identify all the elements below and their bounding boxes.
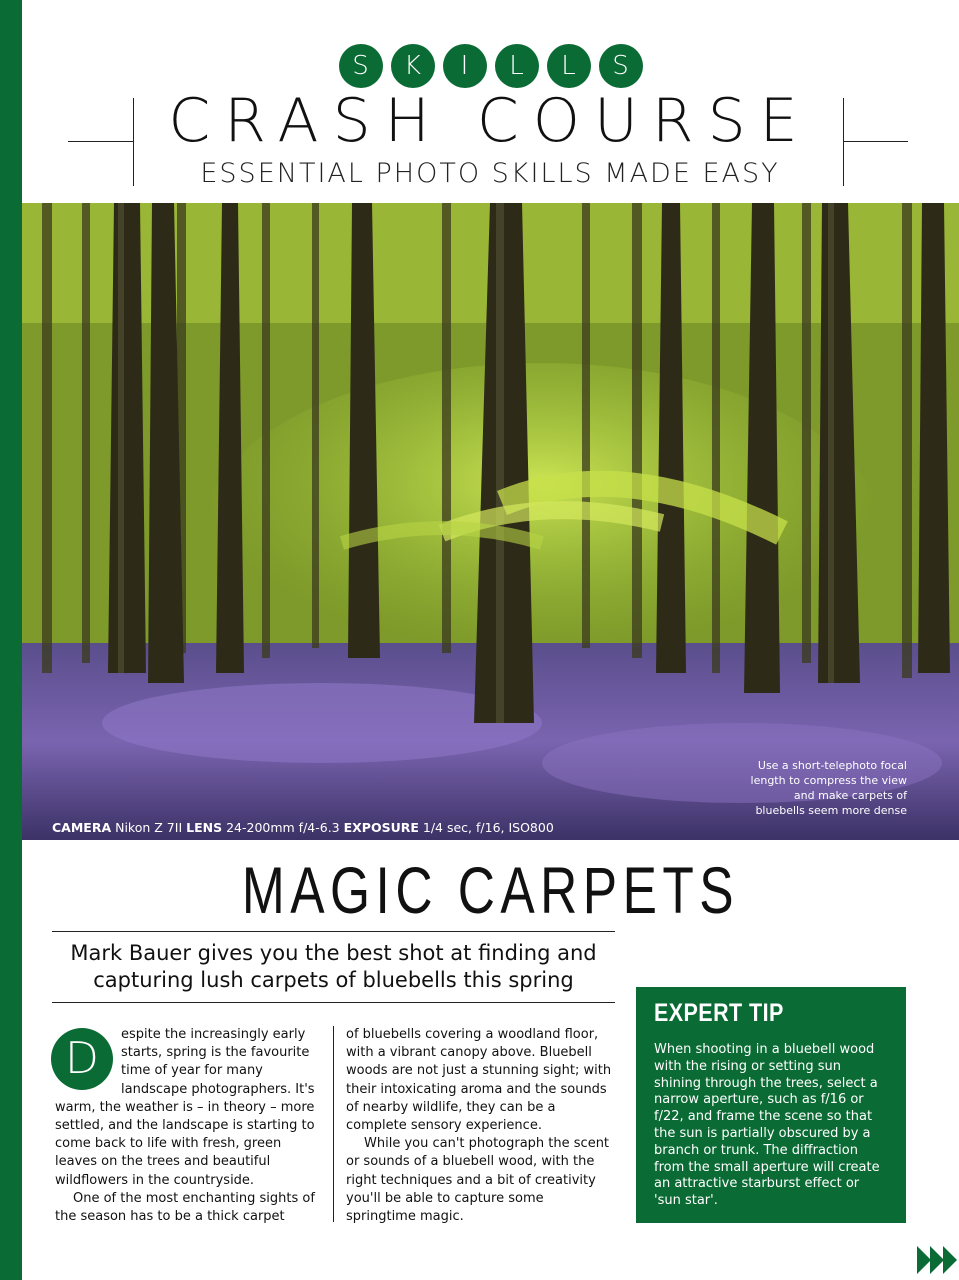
expert-tip-body: When shooting in a bluebell wood with the rising or setting sun shining through the trees, select a narrow aperture, such as f/16 or f/22, and frame the scene so that the sun is partially obscured by a branch or trunk. The diffraction from the small aperture will create an attractive starburst effect or 'sun star'. xyxy=(654,1042,880,1209)
camera-value: Nikon Z 7II xyxy=(115,820,183,835)
header-rule-right xyxy=(843,141,908,142)
section-title: CRASH COURSE xyxy=(168,86,812,156)
side-color-bar xyxy=(0,0,22,1280)
photo-credits xyxy=(52,820,554,835)
expert-tip-title: EXPERT TIP xyxy=(654,999,784,1027)
header-rule-right-vertical xyxy=(843,98,844,186)
skills-letter: L xyxy=(547,44,591,88)
forest-illustration xyxy=(22,203,959,840)
lens-value: 24-200mm f/4-6.3 xyxy=(226,820,340,835)
expert-tip-box xyxy=(636,987,906,1223)
body-paragraph: While you can't photograph the scent or sounds of a bluebell wood, with the right techniques and a bit of creativity you'll be able to capture some springtime magic. xyxy=(346,1136,610,1225)
skills-letter: S xyxy=(339,44,383,88)
lens-label: LENS xyxy=(186,820,223,835)
standfirst: Mark Bauer gives you the best shot at finding and capturing lush carpets of bluebells this spring xyxy=(70,941,597,992)
header-rule-left xyxy=(68,141,133,142)
skills-letter: I xyxy=(443,44,487,88)
standfirst-rule-bottom xyxy=(52,1002,615,1003)
skills-badge xyxy=(0,44,959,88)
body-column-1 xyxy=(55,1026,323,1226)
section-subtitle: ESSENTIAL PHOTO SKILLS MADE EASY xyxy=(200,158,780,189)
skills-letter: S xyxy=(599,44,643,88)
column-divider xyxy=(333,1026,334,1222)
header-rule-left-vertical xyxy=(133,98,134,186)
body-paragraph: espite the increasingly early starts, spring is the favourite time of year for many landscape photographers. It's warm, the weather is – in theory – more settled, and the landscape is starting to come back to life with fresh, green leaves on the trees and beautiful wildflowers in the countryside. xyxy=(55,1027,315,1188)
exposure-value: 1/4 sec, f/16, ISO800 xyxy=(422,820,554,835)
standfirst-rule-top xyxy=(52,931,615,932)
camera-label: CAMERA xyxy=(52,820,112,835)
body-paragraph: of bluebells covering a woodland floor, with a vibrant canopy above. Bluebell woods are not just a stunning sight; with their intoxicating aroma and the sounds of nearby wildlife, they can be a complete sensory experience. xyxy=(346,1027,612,1134)
body-paragraph: One of the most enchanting sights of the season has to be a thick carpet xyxy=(55,1190,315,1225)
exposure-label: EXPOSURE xyxy=(343,820,419,835)
skills-letter: K xyxy=(391,44,435,88)
drop-cap: D xyxy=(51,1028,113,1090)
body-column-2 xyxy=(346,1026,614,1226)
article-title: MAGIC CARPETS xyxy=(241,853,740,927)
hero-photo-bluebell-wood xyxy=(22,203,959,840)
photo-caption: Use a short-telephoto focal length to compress the view and make carpets of bluebells seem more dense xyxy=(750,759,907,817)
next-page-arrows-icon xyxy=(918,1246,957,1274)
skills-letter: L xyxy=(495,44,539,88)
